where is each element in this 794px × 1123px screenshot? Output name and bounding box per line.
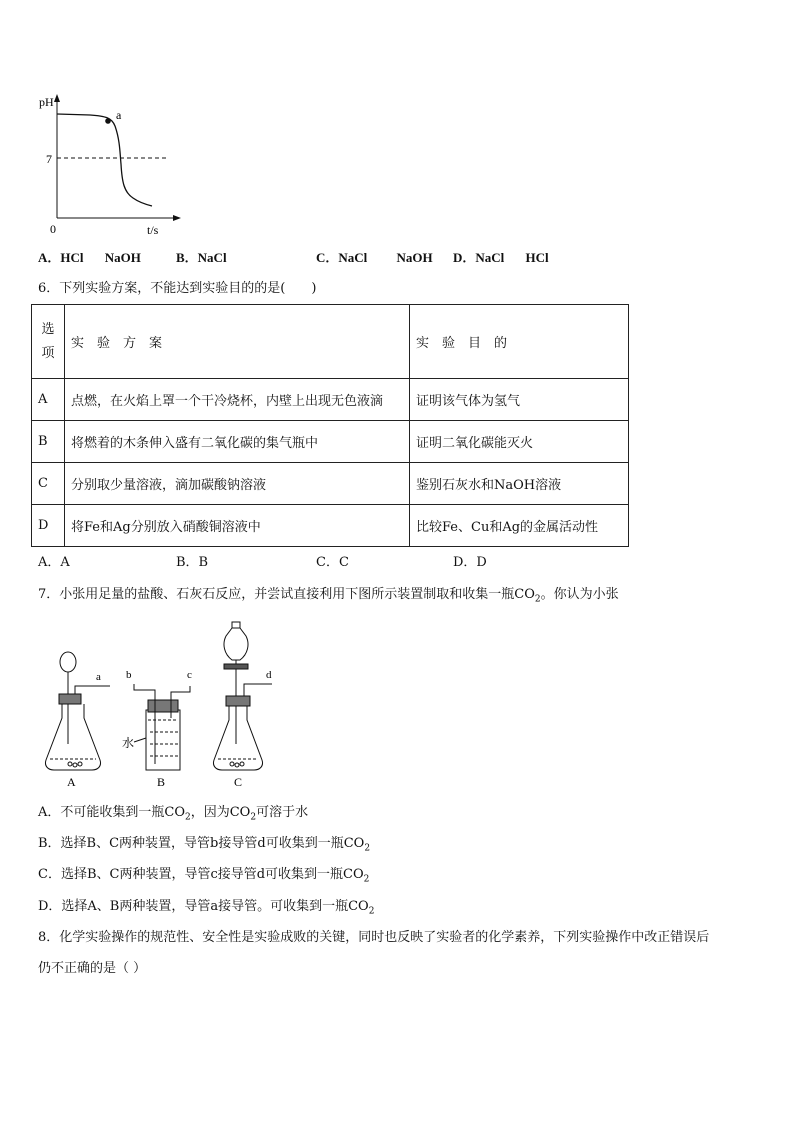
delivery-tube-a	[75, 686, 110, 694]
row-option: D	[32, 505, 65, 547]
q6-option-b[interactable]: B．B	[176, 555, 209, 570]
water-pointer	[134, 738, 146, 742]
row-goal: 证明该气体为氢气	[410, 379, 629, 421]
row-goal: 比较Fe、Cu和Ag的金属活动性	[410, 505, 629, 547]
ph-curve-graph	[30, 92, 190, 240]
origin-label: 0	[50, 222, 56, 236]
q6-experiment-table	[31, 304, 629, 547]
stopper-c	[226, 696, 250, 706]
flask-a	[45, 704, 100, 770]
row-option: B	[32, 421, 65, 463]
q7-option-d[interactable]: D．选择A、B两种装置，导管a接导管。可收集到一瓶$CO_2$	[38, 899, 375, 917]
tube-b	[134, 684, 155, 764]
q6-option-d[interactable]: D．D	[453, 555, 487, 570]
table-header-row	[32, 305, 629, 379]
apparatus-b	[134, 684, 190, 770]
y-axis-arrow	[54, 94, 60, 102]
label-a: a	[96, 671, 101, 683]
table-row	[32, 379, 629, 421]
q6-option-a[interactable]: A．A	[38, 555, 70, 570]
funnel-bulb-a	[60, 652, 76, 672]
label-c: c	[187, 669, 192, 681]
seven-label: 7	[46, 152, 52, 166]
q8-stem-line2: 仍不正确的是（ ）	[38, 961, 147, 976]
row-goal: 鉴别石灰水和NaOH溶液	[410, 463, 629, 505]
row-option: A	[32, 379, 65, 421]
x-axis-label: t/s	[147, 223, 159, 237]
gas-apparatus-diagram	[38, 614, 328, 796]
q6-option-c[interactable]: C．C	[316, 555, 349, 570]
q8-stem-line1: 8．化学实验操作的规范性、安全性是实验成败的关键，同时也反映了实验者的化学素养，下列实验操作中改正错误后	[38, 930, 710, 945]
apparatus-c	[213, 622, 272, 770]
label-d: d	[266, 669, 272, 681]
apparatus-c-name: C	[234, 775, 243, 789]
table-row	[32, 463, 629, 505]
point-a-label: a	[116, 108, 122, 122]
q7-stem: 7．小张用足量的盐酸、石灰石反应，并尝试直接利用下图所示装置制取和收集一瓶$CO_2$。你认为小张	[38, 587, 619, 605]
flask-c	[213, 706, 262, 770]
x-axis-arrow	[173, 215, 181, 221]
q7-option-b[interactable]: B．选择B、C两种装置，导管b接导管d可收集到一瓶$CO_2$	[38, 836, 371, 854]
bottle-b	[146, 710, 180, 770]
q7-option-c[interactable]: C．选择B、C两种装置，导管c接导管d可收集到一瓶$CO_2$	[38, 867, 370, 885]
header-goal: 实 验 目 的	[410, 305, 629, 379]
funnel-cap-c	[232, 622, 240, 628]
table-row	[32, 421, 629, 463]
apparatus-a	[45, 652, 110, 770]
q6-stem: 6．下列实验方案，不能达到实验目的的是( )	[38, 281, 317, 296]
y-axis-label: pH	[39, 95, 54, 109]
water-label: 水	[122, 736, 135, 750]
row-plan: 将Fe和Ag分别放入硝酸铜溶液中	[65, 505, 410, 547]
q5-option-c[interactable]: C．NaCl NaOH	[316, 250, 433, 265]
q7-option-a[interactable]: A．不可能收集到一瓶$CO_2$，因为$CO_2$可溶于水	[38, 805, 309, 823]
label-b: b	[126, 669, 132, 681]
table-row	[32, 505, 629, 547]
q5-option-b[interactable]: B．NaCl	[176, 250, 227, 265]
stopcock-c	[224, 664, 248, 669]
row-plan: 点燃，在火焰上罩一个干冷烧杯，内壁上出现无色液滴	[65, 379, 410, 421]
row-goal: 证明二氧化碳能灭火	[410, 421, 629, 463]
separatory-funnel-c	[224, 628, 248, 660]
delivery-tube-d	[244, 684, 272, 696]
header-option: 选项	[32, 305, 65, 379]
point-a	[105, 118, 111, 124]
stopper-b	[148, 700, 178, 712]
apparatus-b-name: B	[157, 775, 166, 789]
row-plan: 分别取少量溶液，滴加碳酸钠溶液	[65, 463, 410, 505]
row-plan: 将燃着的木条伸入盛有二氧化碳的集气瓶中	[65, 421, 410, 463]
apparatus-a-name: A	[67, 775, 76, 789]
q5-option-a[interactable]: A．HCl NaOH	[38, 250, 141, 265]
stopper-a	[59, 694, 81, 704]
q5-option-d[interactable]: D．NaCl HCl	[453, 250, 549, 265]
ph-curve	[57, 114, 152, 206]
row-option: C	[32, 463, 65, 505]
header-plan: 实 验 方 案	[65, 305, 410, 379]
